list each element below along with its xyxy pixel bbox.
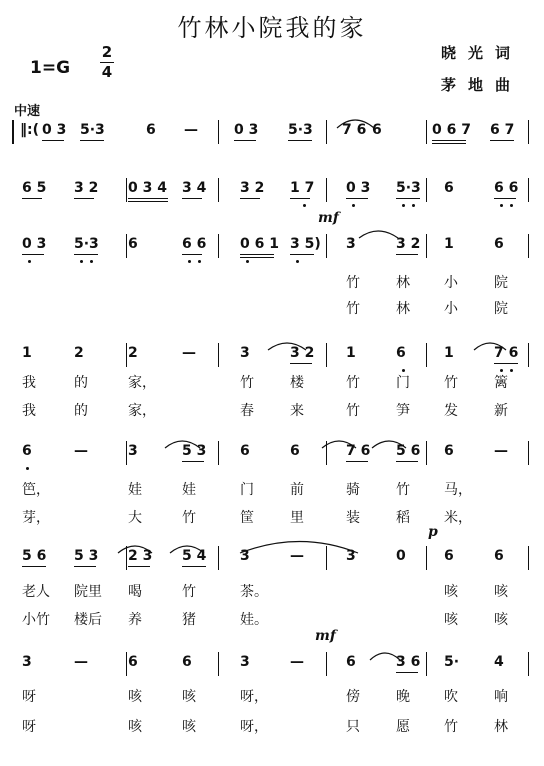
note-token: 6	[128, 236, 138, 252]
lyric-syllable: 装	[346, 510, 360, 526]
note-token: 3 2	[396, 236, 421, 252]
lyric-syllable: 竹	[182, 584, 196, 600]
note-token: —	[290, 548, 304, 564]
lyric-syllable: 愿	[396, 719, 410, 735]
lyric-syllable: 家，	[128, 375, 156, 391]
lyric-syllable: 小	[444, 275, 458, 291]
lyric-syllable: 笆，	[22, 482, 50, 498]
slur	[372, 441, 406, 448]
note-token: —	[74, 443, 88, 459]
note-token: 2	[74, 345, 84, 361]
note-token: 1 7	[290, 180, 315, 196]
lyric-syllable: 咳	[182, 719, 196, 735]
note-token: 1	[444, 236, 454, 252]
note-token: 6	[444, 548, 454, 564]
lyric-syllable: 咳	[494, 612, 508, 628]
lyric-syllable: 响	[494, 689, 508, 705]
lyric-syllable: 我	[22, 403, 36, 419]
lyric-syllable: 院	[494, 275, 508, 291]
dynamic-mf-2: mf	[315, 628, 336, 644]
slur	[370, 653, 400, 660]
lyric-syllable: 筐	[240, 510, 254, 526]
note-token: 5 3	[74, 548, 99, 564]
note-token: 0 3 4	[128, 180, 167, 196]
lyric-syllable: 呀，	[240, 689, 268, 705]
lyric-syllable: 咳	[494, 584, 508, 600]
note-token: 1	[22, 345, 32, 361]
note-token: 0 6 7	[432, 122, 471, 138]
slur	[165, 441, 200, 448]
note-token: 6	[372, 122, 382, 138]
note-token: 3	[240, 548, 250, 564]
lyric-syllable: 院里	[74, 584, 102, 600]
lyric-syllable: 咳	[182, 689, 196, 705]
lyric-syllable: 茶。	[240, 584, 268, 600]
lyric-syllable: 猪	[182, 612, 196, 628]
note-token: 1	[444, 345, 454, 361]
note-token: 5 6	[22, 548, 47, 564]
lyric-syllable: 林	[494, 719, 508, 735]
lyric-syllable: 小	[444, 301, 458, 317]
lyric-syllable: 楼	[290, 375, 304, 391]
note-token: 6 5	[22, 180, 47, 196]
lyric-syllable: 马，	[444, 482, 472, 498]
note-token: 6 7	[490, 122, 515, 138]
note-token: 3	[128, 443, 138, 459]
note-token: 3	[22, 654, 32, 670]
note-token: —	[74, 654, 88, 670]
slur	[474, 343, 506, 350]
lyric-syllable: 芽，	[22, 510, 50, 526]
lyric-syllable: 的	[74, 403, 88, 419]
note-token: 5·3	[288, 122, 313, 138]
lyric-syllable: 米，	[444, 510, 472, 526]
slur	[118, 546, 152, 553]
note-token: 6	[346, 654, 356, 670]
lyric-syllable: 院	[494, 301, 508, 317]
slur	[240, 542, 358, 554]
lyric-syllable: 呀	[22, 689, 36, 705]
slur	[268, 343, 306, 350]
note-token: 0 6 1	[240, 236, 279, 252]
lyric-syllable: 呀，	[240, 719, 268, 735]
note-token: 5 6	[396, 443, 421, 459]
lyric-syllable: 竹	[182, 510, 196, 526]
lyric-syllable: 的	[74, 375, 88, 391]
lyric-syllable: 呀	[22, 719, 36, 735]
lyric-syllable: 新	[494, 403, 508, 419]
lyric-syllable: 咳	[128, 689, 142, 705]
note-token: 4	[494, 654, 504, 670]
note-token: 6	[290, 443, 300, 459]
slur	[322, 441, 356, 448]
note-token: 2 3	[128, 548, 153, 564]
lyric-syllable: 竹	[444, 719, 458, 735]
lyric-syllable: 竹	[346, 375, 360, 391]
lyric-syllable: 咳	[444, 612, 458, 628]
note-token: 2	[128, 345, 138, 361]
lyric-syllable: 大	[128, 510, 142, 526]
note-token: 5·3	[74, 236, 99, 252]
lyric-syllable: 娃	[182, 482, 196, 498]
note-token: 3 2	[74, 180, 99, 196]
note-token: 3 6	[396, 654, 421, 670]
note-token: 0 3	[42, 122, 67, 138]
lyric-syllable: 前	[290, 482, 304, 498]
note-token: 0 3	[234, 122, 259, 138]
note-token: 3	[346, 548, 356, 564]
lyric-syllable: 只	[346, 719, 360, 735]
slur	[170, 546, 204, 553]
lyric-syllable: 娃。	[240, 612, 268, 628]
note-token: 6	[128, 654, 138, 670]
lyric-syllable: 门	[240, 482, 254, 498]
lyric-syllable: 林	[396, 275, 410, 291]
note-token: 3 2	[240, 180, 265, 196]
note-token: 5·	[444, 654, 460, 670]
note-token: 5·3	[80, 122, 105, 138]
note-token: 6	[146, 122, 156, 138]
lyric-syllable: 家，	[128, 403, 156, 419]
dynamic-p: p	[428, 524, 438, 540]
lyric-syllable: 咳	[128, 719, 142, 735]
note-token: ‖:(	[20, 122, 39, 138]
song-title: 竹林小院我的家	[177, 14, 367, 42]
lyric-syllable: 竹	[444, 375, 458, 391]
note-token: 6	[22, 443, 32, 459]
lyric-syllable: 楼后	[74, 612, 102, 628]
lyric-syllable: 林	[396, 301, 410, 317]
note-token: 6	[182, 654, 192, 670]
lyric-syllable: 篱	[494, 375, 508, 391]
note-token: 3	[240, 345, 250, 361]
lyric-syllable: 里	[290, 510, 304, 526]
note-token: 3	[346, 236, 356, 252]
note-token: 3 4	[182, 180, 207, 196]
lyric-syllable: 老人	[22, 584, 50, 600]
note-token: 0 3	[346, 180, 371, 196]
note-token: 6 6	[494, 180, 519, 196]
lyric-syllable: 笋	[396, 403, 410, 419]
lyric-syllable: 稻	[396, 510, 410, 526]
note-token: 7 6	[346, 443, 371, 459]
note-token: 0	[396, 548, 406, 564]
note-token: 6	[444, 443, 454, 459]
note-token: 6	[494, 548, 504, 564]
note-token: 6	[396, 345, 406, 361]
lyric-syllable: 娃	[128, 482, 142, 498]
note-token: 6	[240, 443, 250, 459]
lyric-syllable: 竹	[240, 375, 254, 391]
key-signature: 1=G	[30, 58, 71, 78]
lyric-syllable: 咳	[444, 584, 458, 600]
note-token: 3	[240, 654, 250, 670]
note-token: 5·3	[396, 180, 421, 196]
lyric-syllable: 竹	[346, 403, 360, 419]
note-token: 3 2	[290, 345, 315, 361]
note-token: 7 6	[494, 345, 519, 361]
note-token: —	[494, 443, 508, 459]
lyric-syllable: 竹	[346, 275, 360, 291]
note-token: 5 3	[182, 443, 207, 459]
lyric-syllable: 吹	[444, 689, 458, 705]
note-token: 6	[494, 236, 504, 252]
note-token: 0 3	[22, 236, 47, 252]
lyric-syllable: 门	[396, 375, 410, 391]
note-token: 5 4	[182, 548, 207, 564]
lyric-syllable: 小竹	[22, 612, 50, 628]
composer-credit: 茅地曲	[440, 76, 522, 94]
note-token: 6	[444, 180, 454, 196]
lyric-syllable: 喝	[128, 584, 142, 600]
time-signature-bottom: 4	[101, 63, 113, 81]
note-token: 3 5)	[290, 236, 321, 252]
lyric-syllable: 养	[128, 612, 142, 628]
note-token: 7 6	[342, 122, 367, 138]
time-signature-top: 2	[101, 43, 113, 61]
lyric-syllable: 来	[290, 403, 304, 419]
slur	[337, 120, 374, 128]
lyric-syllable: 我	[22, 375, 36, 391]
lyric-syllable: 傍	[346, 689, 360, 705]
note-token: 6 6	[182, 236, 207, 252]
note-token: —	[182, 345, 196, 361]
lyric-syllable: 发	[444, 403, 458, 419]
lyric-syllable: 春	[240, 403, 254, 419]
lyric-syllable: 骑	[346, 482, 360, 498]
note-token: —	[290, 654, 304, 670]
lyric-syllable: 晚	[396, 689, 410, 705]
lyric-syllable: 竹	[346, 301, 360, 317]
lyric-syllable: 竹	[396, 482, 410, 498]
note-token: —	[184, 122, 198, 138]
lyricist-credit: 晓光词	[440, 44, 522, 62]
tempo-marking: 中速	[14, 104, 41, 119]
slur	[359, 231, 398, 238]
note-token: 1	[346, 345, 356, 361]
dynamic-mf-1: mf	[318, 210, 339, 226]
